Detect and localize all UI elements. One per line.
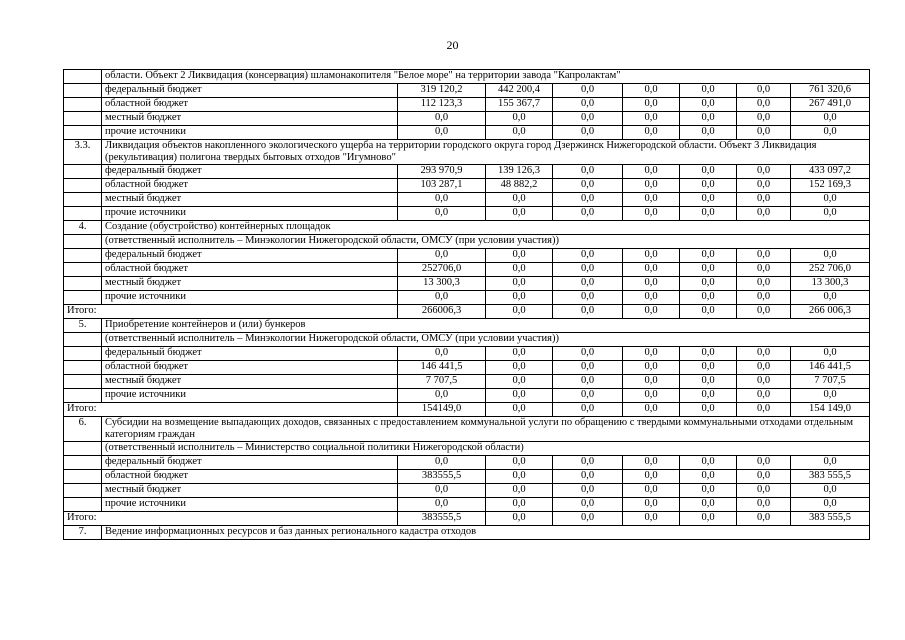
value-cell: 0,0 xyxy=(737,84,791,98)
value-cell: 0,0 xyxy=(737,277,791,291)
value-cell: 0,0 xyxy=(737,389,791,403)
value-cell: 0,0 xyxy=(680,347,737,361)
value-cell: 146 441,5 xyxy=(398,361,486,375)
value-cell: 152 169,3 xyxy=(791,179,870,193)
value-cell: 0,0 xyxy=(623,456,680,470)
row-index xyxy=(64,98,102,112)
section-title-row xyxy=(64,235,870,249)
value-cell: 0,0 xyxy=(623,263,680,277)
value-cell: 0,0 xyxy=(398,456,486,470)
value-cell: 0,0 xyxy=(680,456,737,470)
funding-source-label: местный бюджет xyxy=(102,484,398,498)
value-cell: 0,0 xyxy=(623,84,680,98)
value-cell: 0,0 xyxy=(623,193,680,207)
budget-row xyxy=(64,98,870,112)
value-cell: 0,0 xyxy=(553,361,623,375)
value-cell: 0,0 xyxy=(791,498,870,512)
value-cell: 0,0 xyxy=(623,403,680,417)
budget-row xyxy=(64,277,870,291)
section-title: Приобретение контейнеров и (или) бункеров xyxy=(102,319,870,333)
value-cell: 0,0 xyxy=(737,512,791,526)
row-index xyxy=(64,389,102,403)
section-title: Ведение информационных ресурсов и баз данных регионального кадастра отходов xyxy=(102,526,870,540)
row-index xyxy=(64,498,102,512)
value-cell: 0,0 xyxy=(486,456,553,470)
budget-row xyxy=(64,193,870,207)
value-cell: 0,0 xyxy=(623,207,680,221)
value-cell: 0,0 xyxy=(623,165,680,179)
total-label: Итого: xyxy=(64,403,398,417)
value-cell: 0,0 xyxy=(680,291,737,305)
funding-source-label: областной бюджет xyxy=(102,179,398,193)
value-cell: 252706,0 xyxy=(398,263,486,277)
value-cell: 0,0 xyxy=(553,498,623,512)
value-cell: 0,0 xyxy=(623,179,680,193)
value-cell: 383 555,5 xyxy=(791,470,870,484)
section-title-row xyxy=(64,70,870,84)
value-cell: 0,0 xyxy=(623,305,680,319)
value-cell: 0,0 xyxy=(553,126,623,140)
value-cell: 0,0 xyxy=(486,126,553,140)
value-cell: 0,0 xyxy=(553,165,623,179)
value-cell: 0,0 xyxy=(737,179,791,193)
row-index xyxy=(64,84,102,98)
section-title-row xyxy=(64,417,870,442)
value-cell: 0,0 xyxy=(553,263,623,277)
value-cell: 0,0 xyxy=(680,403,737,417)
value-cell: 383555,5 xyxy=(398,470,486,484)
funding-source-label: областной бюджет xyxy=(102,470,398,484)
value-cell: 0,0 xyxy=(680,498,737,512)
value-cell: 0,0 xyxy=(553,512,623,526)
value-cell: 0,0 xyxy=(791,456,870,470)
value-cell: 0,0 xyxy=(680,277,737,291)
budget-row xyxy=(64,470,870,484)
value-cell: 0,0 xyxy=(623,347,680,361)
row-index xyxy=(64,193,102,207)
section-title-row xyxy=(64,333,870,347)
value-cell: 0,0 xyxy=(737,112,791,126)
value-cell: 0,0 xyxy=(737,470,791,484)
value-cell: 0,0 xyxy=(623,249,680,263)
value-cell: 0,0 xyxy=(680,263,737,277)
row-index xyxy=(64,277,102,291)
value-cell: 0,0 xyxy=(623,389,680,403)
value-cell: 319 120,2 xyxy=(398,84,486,98)
value-cell: 0,0 xyxy=(680,165,737,179)
row-index xyxy=(64,263,102,277)
value-cell: 0,0 xyxy=(398,498,486,512)
value-cell: 0,0 xyxy=(553,470,623,484)
value-cell: 0,0 xyxy=(623,277,680,291)
value-cell: 0,0 xyxy=(553,112,623,126)
budget-row xyxy=(64,484,870,498)
value-cell: 0,0 xyxy=(553,84,623,98)
value-cell: 0,0 xyxy=(553,347,623,361)
value-cell: 0,0 xyxy=(623,470,680,484)
funding-source-label: федеральный бюджет xyxy=(102,456,398,470)
total-row xyxy=(64,512,870,526)
section-title: Ликвидация объектов накопленного экологического ущерба на территории городского округа город Дзержинск Нижегородской области. Объект 3 Ликвидация (рекультивация) полигона твердых бытовых отходов "Игумново" xyxy=(102,140,870,165)
funding-source-label: местный бюджет xyxy=(102,375,398,389)
row-index xyxy=(64,112,102,126)
value-cell: 0,0 xyxy=(680,512,737,526)
value-cell: 0,0 xyxy=(737,126,791,140)
value-cell: 0,0 xyxy=(553,403,623,417)
row-index xyxy=(64,291,102,305)
value-cell: 0,0 xyxy=(486,207,553,221)
budget-row xyxy=(64,389,870,403)
funding-source-label: федеральный бюджет xyxy=(102,347,398,361)
value-cell: 0,0 xyxy=(737,98,791,112)
budget-row xyxy=(64,249,870,263)
value-cell: 0,0 xyxy=(553,98,623,112)
row-index: 4. xyxy=(64,221,102,235)
value-cell: 0,0 xyxy=(398,249,486,263)
value-cell: 293 970,9 xyxy=(398,165,486,179)
value-cell: 0,0 xyxy=(398,126,486,140)
value-cell: 0,0 xyxy=(553,193,623,207)
value-cell: 0,0 xyxy=(680,305,737,319)
value-cell: 0,0 xyxy=(486,347,553,361)
row-index xyxy=(64,70,102,84)
budget-row xyxy=(64,112,870,126)
funding-source-label: местный бюджет xyxy=(102,112,398,126)
funding-source-label: областной бюджет xyxy=(102,361,398,375)
value-cell: 0,0 xyxy=(791,389,870,403)
value-cell: 0,0 xyxy=(486,375,553,389)
total-label: Итого: xyxy=(64,512,398,526)
funding-source-label: прочие источники xyxy=(102,126,398,140)
funding-source-label: областной бюджет xyxy=(102,263,398,277)
funding-source-label: местный бюджет xyxy=(102,277,398,291)
value-cell: 0,0 xyxy=(486,470,553,484)
value-cell: 0,0 xyxy=(680,98,737,112)
section-title: (ответственный исполнитель – Минэкологии Нижегородской области, ОМСУ (при условии участия)) xyxy=(102,333,870,347)
section-title-row xyxy=(64,319,870,333)
budget-row xyxy=(64,207,870,221)
value-cell: 0,0 xyxy=(398,112,486,126)
funding-source-label: прочие источники xyxy=(102,498,398,512)
value-cell: 0,0 xyxy=(737,456,791,470)
budget-table xyxy=(63,69,870,540)
value-cell: 0,0 xyxy=(737,361,791,375)
value-cell: 0,0 xyxy=(398,347,486,361)
value-cell: 0,0 xyxy=(398,389,486,403)
value-cell: 0,0 xyxy=(680,193,737,207)
value-cell: 0,0 xyxy=(486,112,553,126)
value-cell: 0,0 xyxy=(623,498,680,512)
value-cell: 0,0 xyxy=(737,263,791,277)
value-cell: 0,0 xyxy=(553,291,623,305)
row-index xyxy=(64,165,102,179)
value-cell: 0,0 xyxy=(680,470,737,484)
row-index: 6. xyxy=(64,417,102,442)
budget-row xyxy=(64,347,870,361)
value-cell: 383555,5 xyxy=(398,512,486,526)
value-cell: 0,0 xyxy=(623,98,680,112)
value-cell: 383 555,5 xyxy=(791,512,870,526)
funding-source-label: местный бюджет xyxy=(102,193,398,207)
value-cell: 0,0 xyxy=(623,126,680,140)
budget-row xyxy=(64,84,870,98)
value-cell: 0,0 xyxy=(737,305,791,319)
section-title: Субсидии на возмещение выпадающих доходов, связанных с предоставлением коммунальной услуги по обращению с твердыми коммунальными отходами отдельным категориям граждан xyxy=(102,417,870,442)
section-title-row xyxy=(64,140,870,165)
value-cell: 0,0 xyxy=(680,84,737,98)
funding-source-label: областной бюджет xyxy=(102,98,398,112)
value-cell: 146 441,5 xyxy=(791,361,870,375)
budget-row xyxy=(64,263,870,277)
row-index xyxy=(64,484,102,498)
value-cell: 0,0 xyxy=(486,291,553,305)
page-number: 20 xyxy=(446,38,459,52)
value-cell: 266006,3 xyxy=(398,305,486,319)
value-cell: 0,0 xyxy=(486,249,553,263)
value-cell: 0,0 xyxy=(680,112,737,126)
total-row xyxy=(64,305,870,319)
section-title: (ответственный исполнитель – Министерство социальной политики Нижегородской области) xyxy=(102,442,870,456)
funding-source-label: федеральный бюджет xyxy=(102,249,398,263)
row-index xyxy=(64,179,102,193)
value-cell: 0,0 xyxy=(791,112,870,126)
value-cell: 103 287,1 xyxy=(398,179,486,193)
value-cell: 0,0 xyxy=(486,484,553,498)
section-title-row xyxy=(64,526,870,540)
row-index xyxy=(64,126,102,140)
value-cell: 0,0 xyxy=(553,249,623,263)
value-cell: 0,0 xyxy=(553,456,623,470)
value-cell: 0,0 xyxy=(553,207,623,221)
value-cell: 0,0 xyxy=(623,512,680,526)
value-cell: 0,0 xyxy=(486,193,553,207)
value-cell: 0,0 xyxy=(398,193,486,207)
budget-row xyxy=(64,126,870,140)
row-index xyxy=(64,333,102,347)
section-title-row xyxy=(64,442,870,456)
value-cell: 0,0 xyxy=(680,179,737,193)
row-index: 7. xyxy=(64,526,102,540)
value-cell: 433 097,2 xyxy=(791,165,870,179)
funding-source-label: федеральный бюджет xyxy=(102,165,398,179)
value-cell: 0,0 xyxy=(680,207,737,221)
value-cell: 154149,0 xyxy=(398,403,486,417)
value-cell: 7 707,5 xyxy=(791,375,870,389)
value-cell: 0,0 xyxy=(791,484,870,498)
value-cell: 0,0 xyxy=(737,375,791,389)
value-cell: 0,0 xyxy=(486,512,553,526)
budget-row xyxy=(64,291,870,305)
value-cell: 0,0 xyxy=(737,291,791,305)
budget-row xyxy=(64,498,870,512)
value-cell: 0,0 xyxy=(791,249,870,263)
row-index xyxy=(64,361,102,375)
section-title: области. Объект 2 Ликвидация (консервация) шламонакопителя "Белое море" на территории завода "Капролактам" xyxy=(102,70,870,84)
section-title-row xyxy=(64,221,870,235)
value-cell: 0,0 xyxy=(553,305,623,319)
budget-table-body xyxy=(64,70,870,540)
value-cell: 0,0 xyxy=(623,112,680,126)
section-title: Создание (обустройство) контейнерных площадок xyxy=(102,221,870,235)
row-index xyxy=(64,456,102,470)
value-cell: 0,0 xyxy=(791,207,870,221)
row-index xyxy=(64,470,102,484)
total-row xyxy=(64,403,870,417)
budget-row xyxy=(64,165,870,179)
value-cell: 442 200,4 xyxy=(486,84,553,98)
value-cell: 0,0 xyxy=(791,126,870,140)
value-cell: 0,0 xyxy=(486,361,553,375)
value-cell: 0,0 xyxy=(486,403,553,417)
value-cell: 7 707,5 xyxy=(398,375,486,389)
row-index xyxy=(64,442,102,456)
value-cell: 0,0 xyxy=(623,375,680,389)
value-cell: 0,0 xyxy=(680,249,737,263)
value-cell: 0,0 xyxy=(486,263,553,277)
row-index: 5. xyxy=(64,319,102,333)
funding-source-label: прочие источники xyxy=(102,207,398,221)
row-index xyxy=(64,375,102,389)
funding-source-label: федеральный бюджет xyxy=(102,84,398,98)
value-cell: 48 882,2 xyxy=(486,179,553,193)
value-cell: 0,0 xyxy=(791,193,870,207)
value-cell: 13 300,3 xyxy=(791,277,870,291)
funding-source-label: прочие источники xyxy=(102,291,398,305)
funding-source-label: прочие источники xyxy=(102,389,398,403)
value-cell: 0,0 xyxy=(398,484,486,498)
value-cell: 154 149,0 xyxy=(791,403,870,417)
value-cell: 0,0 xyxy=(553,389,623,403)
section-title: (ответственный исполнитель – Минэкологии Нижегородской области, ОМСУ (при условии участия)) xyxy=(102,235,870,249)
value-cell: 155 367,7 xyxy=(486,98,553,112)
row-index: 3.3. xyxy=(64,140,102,165)
row-index xyxy=(64,347,102,361)
value-cell: 0,0 xyxy=(680,361,737,375)
row-index xyxy=(64,235,102,249)
value-cell: 0,0 xyxy=(486,305,553,319)
budget-row xyxy=(64,456,870,470)
value-cell: 0,0 xyxy=(737,165,791,179)
value-cell: 0,0 xyxy=(737,403,791,417)
value-cell: 761 320,6 xyxy=(791,84,870,98)
value-cell: 112 123,3 xyxy=(398,98,486,112)
value-cell: 0,0 xyxy=(486,389,553,403)
value-cell: 0,0 xyxy=(680,484,737,498)
value-cell: 0,0 xyxy=(680,126,737,140)
value-cell: 0,0 xyxy=(553,375,623,389)
value-cell: 0,0 xyxy=(737,484,791,498)
value-cell: 0,0 xyxy=(398,207,486,221)
value-cell: 0,0 xyxy=(398,291,486,305)
total-label: Итого: xyxy=(64,305,398,319)
value-cell: 0,0 xyxy=(737,347,791,361)
value-cell: 0,0 xyxy=(680,389,737,403)
value-cell: 0,0 xyxy=(680,375,737,389)
value-cell: 0,0 xyxy=(486,498,553,512)
value-cell: 0,0 xyxy=(623,484,680,498)
value-cell: 0,0 xyxy=(791,347,870,361)
value-cell: 13 300,3 xyxy=(398,277,486,291)
value-cell: 267 491,0 xyxy=(791,98,870,112)
value-cell: 139 126,3 xyxy=(486,165,553,179)
value-cell: 0,0 xyxy=(737,193,791,207)
value-cell: 0,0 xyxy=(553,179,623,193)
value-cell: 0,0 xyxy=(486,277,553,291)
value-cell: 0,0 xyxy=(737,498,791,512)
value-cell: 266 006,3 xyxy=(791,305,870,319)
budget-row xyxy=(64,375,870,389)
value-cell: 0,0 xyxy=(791,291,870,305)
value-cell: 0,0 xyxy=(737,207,791,221)
budget-row xyxy=(64,361,870,375)
budget-row xyxy=(64,179,870,193)
row-index xyxy=(64,207,102,221)
row-index xyxy=(64,249,102,263)
value-cell: 252 706,0 xyxy=(791,263,870,277)
value-cell: 0,0 xyxy=(623,291,680,305)
value-cell: 0,0 xyxy=(553,277,623,291)
value-cell: 0,0 xyxy=(737,249,791,263)
value-cell: 0,0 xyxy=(623,361,680,375)
value-cell: 0,0 xyxy=(553,484,623,498)
